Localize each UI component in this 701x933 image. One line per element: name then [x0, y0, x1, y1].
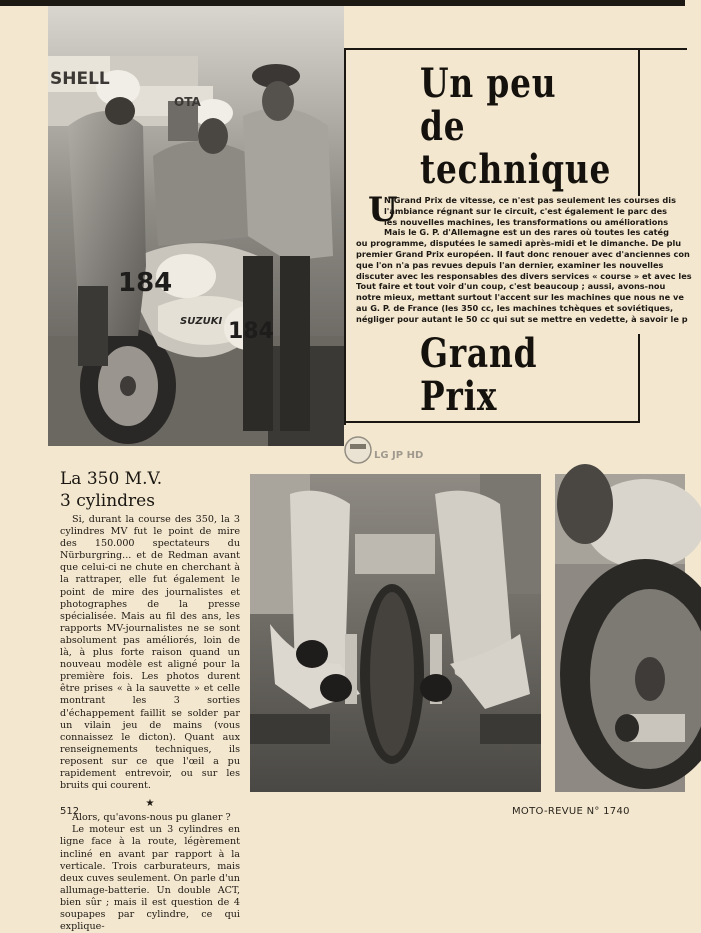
- intro-line: discuter avec les responsables des divers services « course » et avec les: [356, 270, 692, 281]
- article-paragraph-2: Le moteur est un 3 cylindres en ligne face à la route, légèrement incliné en avant par rapport à la verticale. Trois carburateurs, mais deux cuves seulement. On parle d'un allumage-batterie. Un double ACT, bien sûr ; mais il est question de 4 soupapes par cylindre, ce qui explique-: [60, 824, 240, 933]
- frame-rule-right-bottom: [638, 334, 640, 422]
- intro-line: négliger pour autant le 50 cc qui sut se mettre en vedette, à savoir le p: [356, 313, 688, 324]
- intro-line: premier Grand Prix européen. Il faut donc renouer avec d'anciennes con: [356, 248, 690, 259]
- brand-logo-text: SUZUKI: [180, 316, 223, 327]
- frame-rule-right-top: [638, 48, 640, 196]
- intro-line: notre mieux, mettant surtout l'accent sur les machines que nous ne ve: [356, 292, 684, 303]
- intro-line: au G. P. de France (les 350 cc, les machines tchèques et soviétiques,: [356, 302, 674, 313]
- side-detail-photo: [555, 474, 685, 792]
- race-number-front: 184: [118, 268, 173, 298]
- intro-line: ou programme, disputées le samedi après-midi et le dimanche. De plu: [356, 238, 682, 249]
- intro-paragraph: [356, 190, 701, 325]
- article-question: Alors, qu'avons-nous pu glaner ?: [72, 812, 231, 824]
- headline-line-5: Prix: [420, 373, 498, 420]
- headline-line-2: de: [420, 103, 466, 150]
- headline-line-1: Un peu: [420, 60, 557, 107]
- mv-exhaust-photo: [250, 474, 541, 792]
- watermark-text: LG JP HD: [374, 450, 424, 461]
- headline-line-4: Grand: [420, 330, 538, 377]
- article-heading: [60, 468, 162, 512]
- intro-dropcap: U: [368, 190, 398, 230]
- article-heading-line-1: La 350 M.V.: [60, 469, 163, 489]
- section-star: ★: [145, 798, 155, 810]
- magazine-footer: MOTO-REVUE N° 1740: [512, 806, 630, 817]
- intro-line: l'ambiance régnant sur le circuit, c'est également le parc des: [384, 205, 668, 216]
- page-number: 512: [60, 806, 80, 817]
- article-body: [60, 514, 240, 933]
- race-number-side: 184: [228, 319, 274, 344]
- intro-line: que l'on n'a pas revues depuis l'an dernier, examiner les nouvelles: [356, 259, 664, 270]
- intro-line: N Grand Prix de vitesse, ce n'est pas seulement les courses dis: [384, 195, 676, 205]
- intro-line: Tout faire et tout voir d'un coup, c'est beaucoup ; aussi, avons-nou: [356, 281, 666, 292]
- shell-sign-text: SHELL: [50, 69, 110, 89]
- intro-line: les nouvelles machines, les transformations ou améliorations: [384, 216, 669, 227]
- article-heading-line-2: 3 cylindres: [60, 491, 155, 511]
- intro-line: Mais le G. P. d'Allemagne est un des rares où toutes les catég: [384, 227, 669, 238]
- sign-text-right: OTA: [174, 95, 201, 109]
- riders-photo: [48, 6, 344, 446]
- headline-line-3: technique: [420, 146, 612, 193]
- headline-bottom: [420, 332, 537, 418]
- headline-top: [420, 62, 611, 191]
- article-paragraph-1: Si, durant la course des 350, la 3 cylindres MV fut le point de mire des 150.000 spectateurs du Nürburgring... et de Redman avant que celui-ci ne chute en cherchant à la rattraper, elle fut également le point de mire des journalistes et photographes de la presse spécialisée. Mais au fil des ans, les rapports MV-journalistes ne se sont absolument pas améliorés, loin de là, à plus forte raison quand un nouveau modèle est aligné pour la première fois. Les photos durent être prises « à la sauvette » et celle montrant les 3 sorties d'échappement faillit se solder par un vilain jeu de mains (vous connaissez le dicton). Quant aux renseignements techniques, ils reposent sur ce que l'œil a pu rapidement entrevoir, ou sur les bruits qui courent.: [60, 514, 240, 792]
- frame-rule-bottom: [344, 421, 640, 423]
